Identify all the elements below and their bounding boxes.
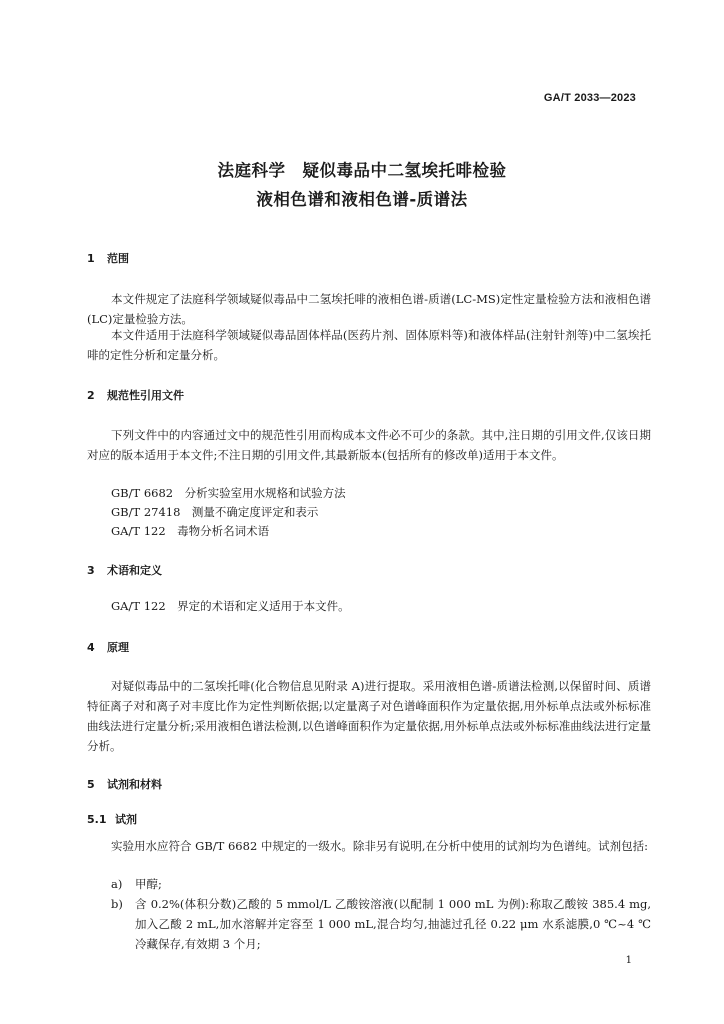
list-item [111, 894, 651, 954]
section-title: 试剂和材料 [107, 778, 162, 791]
document-title-line2: 液相色谱和液相色谱-质谱法 [256, 190, 468, 209]
document-title-line1: 法庭科学 疑似毒品中二氢埃托啡检验 [217, 161, 507, 180]
section-1-heading [87, 250, 129, 266]
list-item-text: 含 0.2%(体积分数)乙酸的 5 mmol/L 乙酸铵溶液(以配制 1 000 mL 为例):称取乙酸铵 385.4 mg,加入乙酸 2 mL,加水溶解并定容至 1 000 mL,混合均匀,抽滤过孔径 0.22 μm 水系滤膜,0 ℃~4 ℃冷藏保存,有效期 3 个月; [135, 897, 651, 951]
section-2-heading [87, 387, 184, 403]
section-4-heading [87, 639, 129, 655]
section-1-paragraph-2: 本文件适用于法庭科学领域疑似毒品固体样品(医药片剂、固体原料等)和液体样品(注射针剂等)中二氢埃托啡的定性分析和定量分析。 [87, 328, 651, 362]
list-marker: a) [111, 877, 123, 891]
list-marker: b) [111, 897, 123, 911]
section-3-paragraph-1: GA/T 122 界定的术语和定义适用于本文件。 [111, 599, 350, 613]
subsection-5-1-heading [87, 811, 137, 827]
section-title: 原理 [107, 641, 129, 654]
reference-item: GB/T 27418 测量不确定度评定和表示 [111, 505, 319, 519]
standard-code: GA/T 2033—2023 [543, 92, 636, 104]
section-number: 5 [87, 778, 95, 791]
section-number: 4 [87, 641, 95, 654]
list-item [111, 874, 651, 894]
section-3-heading [87, 562, 162, 578]
section-title: 术语和定义 [107, 564, 162, 577]
reference-item: GA/T 122 毒物分析名词术语 [111, 524, 270, 538]
subsection-number: 5.1 [87, 813, 107, 826]
section-title: 范围 [107, 252, 129, 265]
section-number: 1 [87, 252, 95, 265]
section-5-heading [87, 776, 162, 792]
section-number: 3 [87, 564, 95, 577]
page-number: 1 [625, 955, 632, 966]
section-4-paragraph-1: 对疑似毒品中的二氢埃托啡(化合物信息见附录 A)进行提取。采用液相色谱-质谱法检测,以保留时间、质谱特征离子对和离子对丰度比作为定性判断依据;以定量离子对色谱峰面积作为定量依据,用外标单点法或外标标准曲线法进行定量分析;采用液相色谱法检测,以色谱峰面积作为定量依据,用外标单点法或外标标准曲线法进行定量分析。 [87, 679, 651, 753]
section-2-paragraph-1: 下列文件中的内容通过文中的规范性引用而构成本文件必不可少的条款。其中,注日期的引用文件,仅该日期对应的版本适用于本文件;不注日期的引用文件,其最新版本(包括所有的修改单)适用于本文件。 [87, 428, 651, 462]
section-number: 2 [87, 389, 95, 402]
reference-item: GB/T 6682 分析实验室用水规格和试验方法 [111, 486, 346, 500]
section-1-paragraph-1: 本文件规定了法庭科学领域疑似毒品中二氢埃托啡的液相色谱-质谱(LC-MS)定性定量检验方法和液相色谱(LC)定量检验方法。 [87, 292, 651, 326]
section-title: 规范性引用文件 [107, 389, 184, 402]
subsection-5-1-paragraph-1: 实验用水应符合 GB/T 6682 中规定的一级水。除非另有说明,在分析中使用的试剂均为色谱纯。试剂包括: [111, 839, 648, 853]
list-item-text: 甲醇; [135, 877, 162, 891]
subsection-title: 试剂 [115, 813, 137, 826]
